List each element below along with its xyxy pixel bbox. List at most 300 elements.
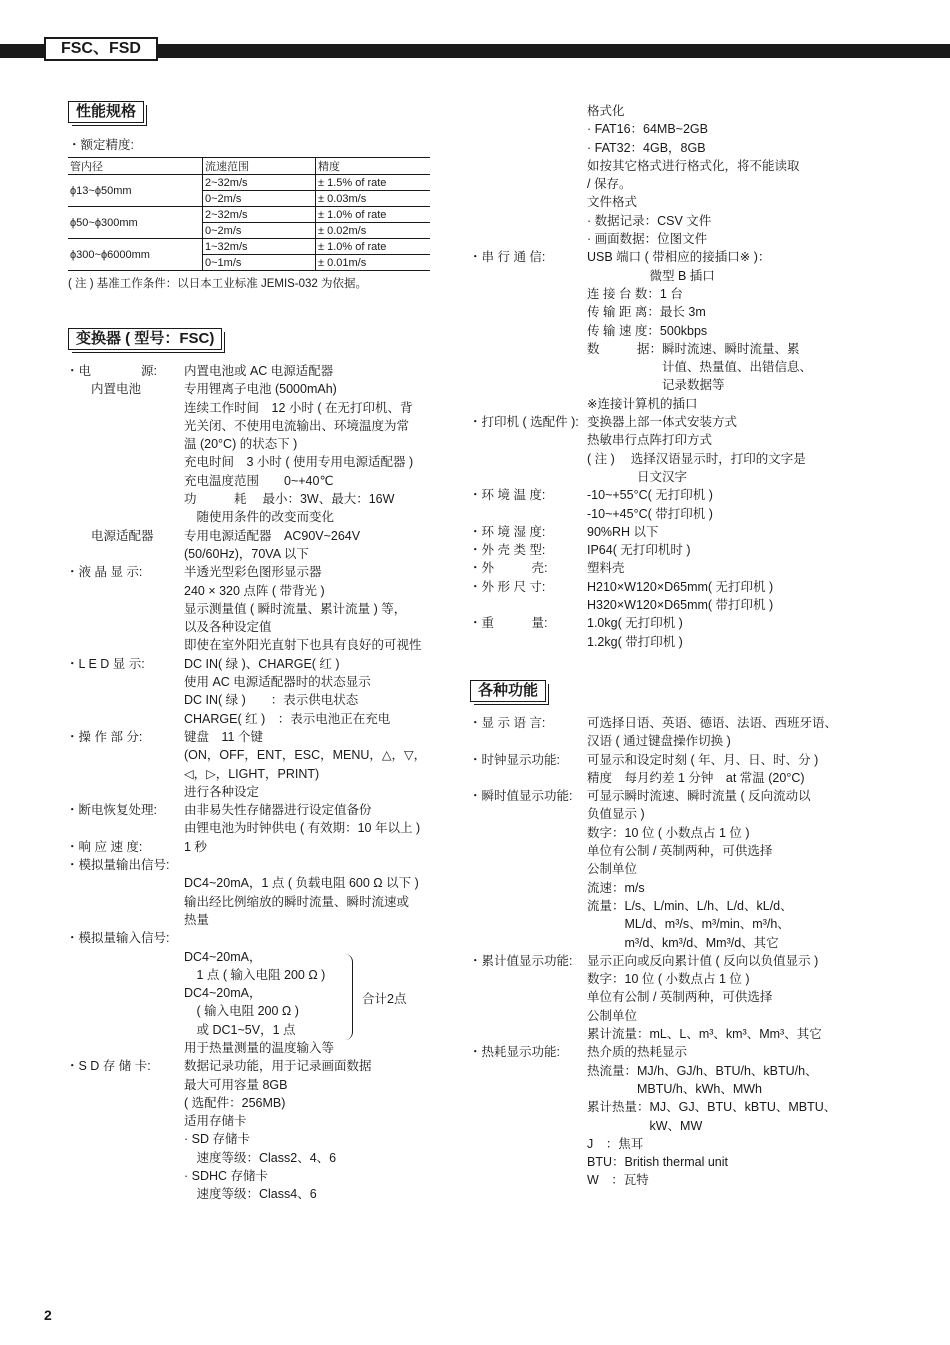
spec-label bbox=[66, 600, 184, 618]
pipe-cell: ϕ13~ϕ50mm bbox=[68, 175, 203, 207]
spec-row bbox=[469, 285, 849, 303]
spec-value: 单位有公制 / 英制两种，可供选择 bbox=[587, 990, 773, 1005]
accuracy-cell: ± 0.02m/s bbox=[316, 223, 431, 239]
spec-row bbox=[66, 435, 446, 453]
spec-label bbox=[66, 1185, 184, 1203]
spec-label bbox=[66, 1094, 184, 1112]
spec-label bbox=[66, 1167, 184, 1185]
spec-row bbox=[469, 1007, 849, 1025]
spec-label bbox=[469, 1171, 587, 1189]
spec-label bbox=[469, 860, 587, 878]
spec-row bbox=[66, 472, 446, 490]
spec-value: 键盘 11 个键 bbox=[184, 729, 263, 744]
spec-row bbox=[469, 193, 849, 211]
spec-row bbox=[469, 1153, 849, 1171]
spec-label: ・S D 存 储 卡: bbox=[66, 1059, 151, 1074]
spec-value: 数 据：瞬时流速、瞬时流量、累 bbox=[587, 341, 800, 356]
spec-row bbox=[66, 618, 446, 636]
spec-label bbox=[469, 1080, 587, 1098]
range-cell: 1~32m/s bbox=[203, 239, 316, 255]
spec-label bbox=[66, 508, 184, 526]
spec-row bbox=[66, 417, 446, 435]
spec-label: ・瞬时值显示功能: bbox=[469, 789, 573, 804]
spec-value: ML/d、m³/s、m³/min、m³/h、 bbox=[587, 917, 790, 932]
page-number: 2 bbox=[44, 1307, 52, 1323]
spec-row bbox=[66, 1112, 446, 1130]
spec-label bbox=[469, 376, 587, 394]
spec-row bbox=[469, 915, 849, 933]
spec-label bbox=[469, 1007, 587, 1025]
spec-label bbox=[66, 399, 184, 417]
spec-row bbox=[66, 545, 446, 563]
spec-value: 数字：10 位 ( 小数点占 1 位 ) bbox=[587, 972, 750, 987]
spec-row bbox=[469, 322, 849, 340]
spec-value: 数据记录功能，用于记录画面数据 bbox=[184, 1059, 372, 1074]
spec-row bbox=[469, 248, 849, 266]
spec-row bbox=[469, 714, 849, 732]
spec-value: 热敏串行点阵打印方式 bbox=[587, 433, 713, 448]
spec-value: 日文汉字 bbox=[587, 469, 688, 484]
spec-label: ・外 壳: bbox=[469, 561, 548, 576]
spec-value: 微型 B 插口 bbox=[587, 268, 715, 283]
range-cell: 2~32m/s bbox=[203, 175, 316, 191]
spec-value: 传 输 距 离：最长 3m bbox=[587, 305, 706, 320]
spec-value: kW、MW bbox=[587, 1118, 703, 1133]
spec-value bbox=[184, 929, 446, 947]
spec-label bbox=[469, 897, 587, 915]
spec-label bbox=[469, 157, 587, 175]
spec-value: · 数据记录：CSV 文件 bbox=[587, 213, 712, 228]
spec-value: 1.0kg( 无打印机 ) bbox=[587, 616, 683, 631]
spec-row bbox=[66, 1185, 446, 1203]
spec-value: 90%RH 以下 bbox=[587, 524, 659, 539]
accuracy-table bbox=[68, 157, 430, 271]
spec-value: DC IN( 绿 )、CHARGE( 红 ) bbox=[184, 656, 340, 671]
spec-row bbox=[66, 655, 446, 673]
spec-label: 电源适配器 bbox=[66, 528, 154, 543]
spec-row bbox=[66, 1149, 446, 1167]
spec-row bbox=[66, 710, 446, 728]
spec-value: 累计热量：MJ、GJ、BTU、kBTU、MBTU、 bbox=[587, 1100, 837, 1115]
spec-value: 适用存储卡 bbox=[184, 1114, 247, 1129]
spec-value: 流速：m/s bbox=[587, 880, 645, 895]
spec-row bbox=[66, 819, 446, 837]
spec-label bbox=[469, 596, 587, 614]
spec-value: DC4~20mA，1 点 ( 负载电阻 600 Ω 以下 ) bbox=[184, 876, 419, 891]
spec-label bbox=[469, 879, 587, 897]
spec-value: 精度 每月约差 1 分钟 at 常温 (20°C) bbox=[587, 770, 805, 785]
spec-label: ・环 境 湿 度: bbox=[469, 524, 546, 539]
spec-row bbox=[469, 787, 849, 805]
spec-label bbox=[66, 582, 184, 600]
spec-row bbox=[469, 1025, 849, 1043]
spec-row bbox=[469, 614, 849, 632]
spec-row bbox=[469, 1098, 849, 1116]
spec-value: 进行各种设定 bbox=[184, 784, 260, 799]
spec-label bbox=[66, 1002, 184, 1020]
spec-value: · SD 存储卡 bbox=[184, 1132, 250, 1147]
spec-label bbox=[469, 230, 587, 248]
spec-row bbox=[469, 541, 849, 559]
spec-row bbox=[469, 376, 849, 394]
spec-label bbox=[469, 358, 587, 376]
header-title: FSC、FSD bbox=[44, 37, 158, 61]
spec-label bbox=[66, 966, 184, 984]
converter-spec-list bbox=[66, 362, 446, 1204]
spec-row bbox=[66, 527, 446, 545]
standard-note: ( 注 ) 基准工作条件：以日本工业标准 JEMIS-032 为依据。 bbox=[68, 278, 368, 290]
spec-label bbox=[66, 1021, 184, 1039]
spec-row bbox=[66, 691, 446, 709]
spec-row bbox=[66, 1039, 446, 1057]
pipe-cell: ϕ300~ϕ6000mm bbox=[68, 239, 203, 271]
accuracy-cell: ± 1.5% of rate bbox=[316, 175, 431, 191]
spec-label bbox=[66, 874, 184, 892]
spec-row bbox=[469, 413, 849, 431]
spec-value: CHARGE( 红 ) ：表示电池正在充电 bbox=[184, 711, 391, 726]
spec-value: 记录数据等 bbox=[587, 378, 725, 393]
spec-value: 可选择日语、英语、德语、法语、西班牙语、 bbox=[587, 716, 838, 730]
spec-row bbox=[469, 633, 849, 651]
spec-label bbox=[66, 417, 184, 435]
spec-row bbox=[66, 453, 446, 471]
spec-value: (ON，OFF，ENT，ESC，MENU，△，▽， bbox=[184, 748, 427, 763]
spec-row bbox=[66, 362, 446, 380]
spec-row bbox=[469, 1043, 849, 1061]
spec-row bbox=[469, 267, 849, 285]
spec-row bbox=[469, 486, 849, 504]
spec-label bbox=[469, 285, 587, 303]
spec-row bbox=[469, 450, 849, 468]
spec-row bbox=[469, 988, 849, 1006]
spec-label bbox=[469, 468, 587, 486]
spec-row bbox=[66, 838, 446, 856]
spec-row bbox=[469, 879, 849, 897]
spec-row bbox=[66, 1057, 446, 1075]
spec-value: · FAT32：4GB，8GB bbox=[587, 140, 706, 155]
spec-value: 计值、热量值、出错信息、 bbox=[587, 360, 813, 375]
spec-row bbox=[66, 966, 446, 984]
spec-value: ( 注 ) 选择汉语显示时，打印的文字是 bbox=[587, 451, 806, 466]
spec-label bbox=[469, 431, 587, 449]
spec-label bbox=[66, 948, 184, 966]
spec-row bbox=[66, 490, 446, 508]
spec-label bbox=[66, 911, 184, 929]
spec-label bbox=[469, 915, 587, 933]
spec-value: / 保存。 bbox=[587, 177, 632, 192]
spec-value: 单位有公制 / 英制两种，可供选择 bbox=[587, 844, 773, 859]
spec-label bbox=[66, 1149, 184, 1167]
spec-value: 塑料壳 bbox=[587, 561, 625, 576]
spec-label bbox=[66, 783, 184, 801]
spec-row bbox=[66, 783, 446, 801]
spec-label bbox=[66, 618, 184, 636]
spec-label bbox=[469, 505, 587, 523]
spec-label: ・模拟量输入信号: bbox=[66, 931, 170, 946]
spec-label bbox=[469, 824, 587, 842]
spec-row bbox=[66, 636, 446, 654]
spec-label: ・电 源: bbox=[66, 364, 157, 378]
section-title-performance: 性能规格 bbox=[68, 101, 144, 123]
spec-value: 文件格式 bbox=[587, 195, 638, 210]
spec-row bbox=[469, 1062, 849, 1080]
spec-value: IP64( 无打印机时 ) bbox=[587, 543, 691, 558]
functions-spec-list bbox=[469, 714, 849, 1190]
spec-label bbox=[469, 1062, 587, 1080]
spec-row bbox=[66, 380, 446, 398]
spec-label bbox=[469, 1135, 587, 1153]
spec-row bbox=[469, 732, 849, 750]
spec-value: 数字：10 位 ( 小数点占 1 位 ) bbox=[587, 825, 750, 840]
spec-value: 显示正向或反向累计值 ( 反向以负值显示 ) bbox=[587, 953, 819, 968]
table-header: 管内径 bbox=[68, 158, 203, 175]
spec-value: (50/60Hz)，70VA 以下 bbox=[184, 546, 309, 561]
spec-value: 1.2kg( 带打印机 ) bbox=[587, 634, 683, 649]
spec-value: 汉语 ( 通过键盘操作切换 ) bbox=[587, 734, 731, 749]
spec-value: MBTU/h、kWh、MWh bbox=[587, 1081, 763, 1096]
spec-label bbox=[469, 1117, 587, 1135]
spec-label bbox=[469, 395, 587, 413]
right-spec-list bbox=[469, 102, 849, 651]
spec-label bbox=[469, 633, 587, 651]
spec-label bbox=[66, 453, 184, 471]
spec-label: ・液 晶 显 示: bbox=[66, 565, 143, 580]
spec-label bbox=[66, 1112, 184, 1130]
range-cell: 0~2m/s bbox=[203, 223, 316, 239]
spec-row bbox=[66, 673, 446, 691]
spec-value: 光关闭、不使用电流输出、环境温度为常 bbox=[184, 418, 410, 433]
spec-value bbox=[184, 856, 446, 874]
spec-value: 负值显示 ) bbox=[587, 807, 645, 822]
spec-label bbox=[469, 139, 587, 157]
spec-value: 由锂电池为时钟供电 ( 有效期：10 年以上 ) bbox=[184, 821, 421, 836]
spec-value: H320×W120×D65mm( 带打印机 ) bbox=[587, 598, 774, 613]
spec-label bbox=[469, 805, 587, 823]
spec-row bbox=[469, 139, 849, 157]
spec-value: 随使用条件的改变而变化 bbox=[184, 510, 335, 525]
spec-row bbox=[469, 1171, 849, 1189]
spec-label bbox=[66, 1130, 184, 1148]
spec-row bbox=[469, 897, 849, 915]
spec-row bbox=[469, 751, 849, 769]
spec-label bbox=[469, 303, 587, 321]
spec-value: ( 选配件：256MB) bbox=[184, 1095, 286, 1110]
spec-label bbox=[66, 1076, 184, 1094]
spec-value: -10~+55°C( 无打印机 ) bbox=[587, 488, 713, 503]
spec-value: 显示测量值 ( 瞬时流量、累计流量 ) 等， bbox=[184, 601, 407, 616]
spec-row bbox=[66, 1021, 446, 1039]
spec-value: 格式化 bbox=[587, 104, 625, 118]
spec-label: ・模拟量输出信号: bbox=[66, 858, 170, 873]
spec-label bbox=[66, 984, 184, 1002]
spec-label bbox=[66, 710, 184, 728]
spec-label bbox=[469, 769, 587, 787]
spec-row bbox=[66, 746, 446, 764]
spec-row bbox=[469, 1117, 849, 1135]
spec-value: · 画面数据：位图文件 bbox=[587, 232, 708, 247]
spec-label bbox=[66, 691, 184, 709]
spec-value: 累计流量：mL、L、m³、km³、Mm³、其它 bbox=[587, 1027, 822, 1042]
spec-label: ・操 作 部 分: bbox=[66, 729, 143, 744]
spec-row bbox=[469, 157, 849, 175]
spec-row bbox=[469, 358, 849, 376]
spec-row bbox=[469, 769, 849, 787]
spec-row bbox=[469, 102, 849, 120]
spec-row bbox=[66, 948, 446, 966]
spec-row bbox=[469, 578, 849, 596]
spec-row bbox=[469, 468, 849, 486]
spec-row bbox=[66, 893, 446, 911]
spec-label: ・外 壳 类 型: bbox=[469, 543, 546, 558]
spec-label: ・累计值显示功能: bbox=[469, 953, 573, 968]
spec-row bbox=[66, 911, 446, 929]
spec-row bbox=[66, 582, 446, 600]
spec-value: J ：焦耳 bbox=[587, 1136, 644, 1151]
table-row bbox=[68, 239, 430, 255]
spec-row bbox=[66, 1076, 446, 1094]
spec-label: ・响 应 速 度: bbox=[66, 839, 143, 854]
spec-value: 公制单位 bbox=[587, 1008, 638, 1023]
spec-row bbox=[469, 1080, 849, 1098]
spec-value: 连 接 台 数：1 台 bbox=[587, 286, 683, 301]
spec-label: ・显 示 语 言: bbox=[469, 716, 546, 730]
table-row bbox=[68, 207, 430, 223]
spec-value: · FAT16：64MB~2GB bbox=[587, 122, 708, 137]
spec-row bbox=[469, 970, 849, 988]
spec-label: ・打印机 ( 选配件 ): bbox=[469, 415, 579, 430]
spec-row bbox=[66, 1167, 446, 1185]
spec-label: ・L E D 显 示: bbox=[66, 656, 145, 671]
spec-value: 充电时间 3 小时 ( 使用专用电源适配器 ) bbox=[184, 455, 414, 470]
spec-row bbox=[66, 508, 446, 526]
spec-row bbox=[469, 230, 849, 248]
spec-label bbox=[469, 1153, 587, 1171]
spec-row bbox=[469, 523, 849, 541]
spec-label bbox=[469, 267, 587, 285]
spec-value: BTU：British thermal unit bbox=[587, 1155, 729, 1170]
spec-label bbox=[469, 732, 587, 750]
table-header: 精度 bbox=[316, 158, 431, 175]
spec-value: 可显示瞬时流速、瞬时流量 ( 反向流动以 bbox=[587, 789, 811, 804]
spec-label: ・时钟显示功能: bbox=[469, 752, 560, 767]
spec-label bbox=[66, 435, 184, 453]
spec-row bbox=[66, 728, 446, 746]
spec-row bbox=[469, 805, 849, 823]
spec-row bbox=[469, 952, 849, 970]
spec-label: ・热耗显示功能: bbox=[469, 1045, 560, 1060]
spec-label bbox=[66, 1039, 184, 1057]
spec-row bbox=[66, 1094, 446, 1112]
spec-row bbox=[469, 431, 849, 449]
spec-label bbox=[469, 1025, 587, 1043]
spec-row bbox=[66, 1130, 446, 1148]
spec-value: 半透光型彩色图形显示器 bbox=[184, 565, 322, 580]
table-row bbox=[68, 175, 430, 191]
spec-label bbox=[469, 212, 587, 230]
spec-value: 热量 bbox=[184, 912, 210, 927]
spec-label: ・重 量: bbox=[469, 616, 548, 631]
spec-label bbox=[66, 765, 184, 783]
spec-label bbox=[66, 472, 184, 490]
spec-label bbox=[66, 636, 184, 654]
accuracy-label: ・额定精度: bbox=[68, 138, 134, 152]
spec-value: 温 (20°C) 的状态下 ) bbox=[184, 437, 298, 452]
spec-label bbox=[66, 545, 184, 563]
spec-value: 输出经比例缩放的瞬时流量、瞬时流速或 bbox=[184, 894, 410, 909]
range-cell: 2~32m/s bbox=[203, 207, 316, 223]
spec-label bbox=[469, 970, 587, 988]
accuracy-cell: ± 0.03m/s bbox=[316, 191, 431, 207]
spec-value: 如按其它格式进行格式化，将不能读取 bbox=[587, 158, 800, 173]
spec-value: ※连接计算机的插口 bbox=[587, 396, 698, 411]
brace-label: 合计2点 bbox=[362, 992, 407, 1006]
spec-row bbox=[469, 860, 849, 878]
spec-row bbox=[469, 120, 849, 138]
spec-row bbox=[469, 824, 849, 842]
spec-row bbox=[66, 929, 446, 947]
spec-row bbox=[469, 596, 849, 614]
spec-value: 热流量：MJ/h、GJ/h、BTU/h、kBTU/h、 bbox=[587, 1063, 818, 1078]
spec-label bbox=[469, 1098, 587, 1116]
spec-value: 以及各种设定值 bbox=[184, 620, 272, 635]
spec-value: 连续工作时间 12 小时 ( 在无打印机、背 bbox=[184, 400, 413, 415]
spec-row bbox=[469, 559, 849, 577]
range-cell: 0~2m/s bbox=[203, 191, 316, 207]
brace-mark bbox=[344, 954, 353, 1040]
table-header: 流速范围 bbox=[203, 158, 316, 175]
spec-row bbox=[469, 934, 849, 952]
spec-value: 使用 AC 电源适配器时的状态显示 bbox=[184, 675, 371, 690]
spec-row bbox=[66, 856, 446, 874]
spec-value: 流量：L/s、L/min、L/h、L/d、kL/d、 bbox=[587, 898, 793, 913]
spec-value: 可显示和设定时刻 ( 年、月、日、时、分 ) bbox=[587, 752, 819, 767]
spec-row bbox=[66, 801, 446, 819]
spec-value: 内置电池或 AC 电源适配器 bbox=[184, 364, 334, 378]
spec-value: 1 秒 bbox=[184, 839, 207, 854]
spec-label bbox=[469, 120, 587, 138]
spec-value: H210×W120×D65mm( 无打印机 ) bbox=[587, 579, 774, 594]
spec-value: ◁，▷，LIGHT，PRINT) bbox=[184, 766, 320, 781]
spec-label: ・断电恢复处理: bbox=[66, 803, 157, 818]
spec-row bbox=[66, 563, 446, 581]
section-title-functions: 各种功能 bbox=[470, 680, 546, 702]
spec-value: W ：瓦特 bbox=[587, 1173, 649, 1188]
spec-value: 专用电源适配器 AC90V~264V bbox=[184, 528, 361, 543]
spec-value: DC IN( 绿 ) ：表示供电状态 bbox=[184, 693, 359, 708]
spec-value: 最大可用容量 8GB bbox=[184, 1077, 288, 1092]
range-cell: 0~1m/s bbox=[203, 255, 316, 271]
spec-value: USB 端口 ( 带相应的接插口※ )： bbox=[587, 250, 771, 265]
spec-row bbox=[66, 874, 446, 892]
spec-row bbox=[469, 175, 849, 193]
spec-value: 功 耗 最小：3W、最大：16W bbox=[184, 492, 395, 507]
spec-row bbox=[469, 1135, 849, 1153]
spec-label bbox=[66, 819, 184, 837]
spec-label bbox=[66, 673, 184, 691]
spec-value: 1 点 ( 输入电阻 200 Ω ) bbox=[184, 967, 326, 982]
spec-value: DC4~20mA， bbox=[184, 949, 262, 964]
spec-row bbox=[469, 505, 849, 523]
spec-row bbox=[66, 765, 446, 783]
spec-value: -10~+45°C( 带打印机 ) bbox=[587, 506, 713, 521]
spec-value: 速度等级：Class2、4、6 bbox=[184, 1150, 337, 1165]
spec-value: 用于热量测量的温度输入等 bbox=[184, 1040, 335, 1055]
spec-value: 充电温度范围 0~+40℃ bbox=[184, 473, 334, 488]
spec-label bbox=[469, 340, 587, 358]
spec-value: 公制单位 bbox=[587, 862, 638, 877]
section-title-converter: 变换器 ( 型号：FSC) bbox=[68, 328, 222, 350]
accuracy-cell: ± 1.0% of rate bbox=[316, 239, 431, 255]
